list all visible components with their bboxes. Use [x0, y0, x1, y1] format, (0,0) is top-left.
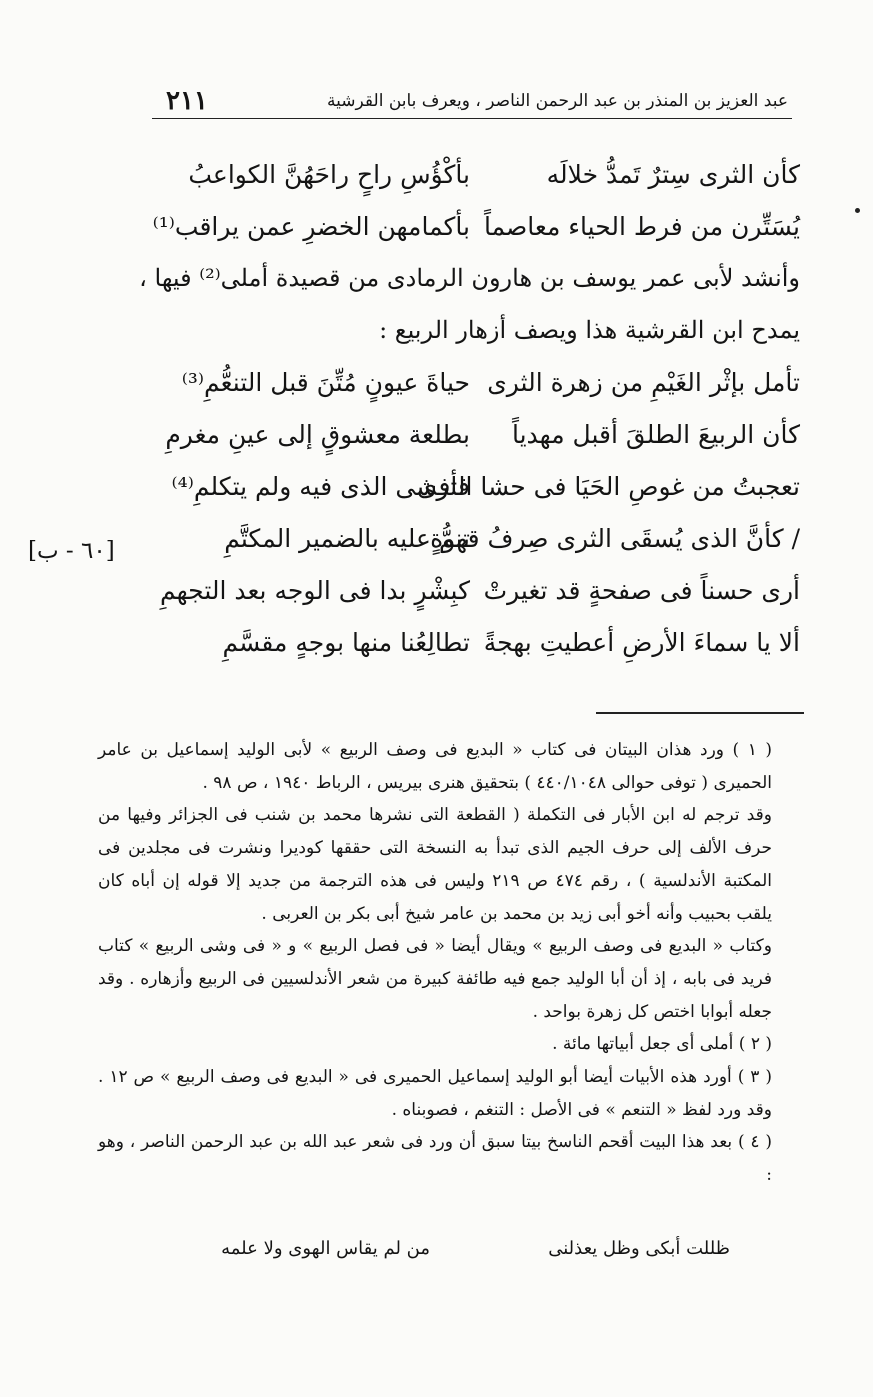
- footnote-1-cont: وكتاب « البديع فى وصف الربيع » ويقال أيضا « فى فصل الربيع » و « فى وشى الربيع » كتاب فريد فى بابه ، إذ أن أبا الوليد جمع فيه طائفة كبيرة من شعر الأندلسيين فى الربيع وأزهاره . وقد جعله أبوابا اختص كل زهرة بواحد .: [98, 936, 772, 1022]
- poem-second: [140, 356, 800, 668]
- footnote-verse: [170, 1238, 730, 1259]
- verse-line: [140, 564, 800, 616]
- page-number: ٢١١: [166, 86, 208, 116]
- poem-first: [140, 148, 800, 356]
- manuscript-folio-ref: [٦٠ - ب]: [28, 538, 115, 564]
- verse-line: [140, 200, 800, 252]
- running-title: عبد العزيز بن المنذر بن عبد الرحمن الناصر ، ويعرف بابن القرشية: [327, 91, 788, 111]
- hemistich-first: تأمل بإثْر الغَيْمِ من زهرة الثرى: [487, 367, 800, 397]
- margin-dot: [855, 208, 860, 213]
- hemistich-first: ظللت أبكى وظل يعذلنى: [548, 1238, 730, 1259]
- hemistich-second: من لم يقاس الهوى ولا علمه: [221, 1238, 430, 1259]
- footnote-4: ( ٤ ) بعد هذا البيت أقحم الناسخ بيتا سبق أن ورد فى شعر عبد الله بن عبد الرحمن الناصر ، وهو :: [98, 1132, 772, 1186]
- hemistich-second: بأكمامهن الخضرِ عمن يراقب⁽¹⁾: [152, 211, 470, 241]
- verse-line: [140, 356, 800, 408]
- hemistich-first: تعجبتُ من غوصِ الحَيَا فى حشا الثرى: [416, 471, 800, 501]
- hemistich-second: فأفشى الذى فيه ولم يتكلمِ⁽⁴⁾: [171, 471, 470, 501]
- hemistich-second: تنمُّ عليه بالضمير المكتَّمِ: [224, 523, 470, 553]
- footnote-1: ( ١ ) ورد هذان البيتان فى كتاب « البديع فى وصف الربيع » لأبى الوليد إسماعيل بن عامر الحميرى ( توفى حوالى ٤٤٠/١٠٤٨ ) بتحقيق هنرى بيريس ، الرباط ١٩٤٠ ، ص ٩٨ .: [98, 740, 772, 793]
- verse-line: [140, 616, 800, 668]
- verse-line: [140, 460, 800, 512]
- intro-line: وأنشد لأبى عمر يوسف بن هارون الرمادى من قصيدة أملى⁽²⁾ فيها ،: [139, 264, 800, 292]
- hemistich-first: ألا يا سماءَ الأرضِ أعطيتِ بهجةً: [483, 627, 800, 657]
- footnote-1-cont: وقد ترجم له ابن الأبار فى التكملة ( القطعة التى نشرها محمد بن شنب فى الجزائر وفيها من حرف الألف إلى حرف الجيم الذى تبدأ به النسخة التى حققها كوديرا ونشرت فى مجلدين فى المكتبة الأندلسية ) ، رقم ٤٧٤ ص ٢١٩ وليس فى هذه الترجمة من جديد إلا قوله إن أباه كان يلقب بحبيب وأنه أخو أبى زيد بن محمد بن عامر شيخ أبى بكر بن العربى .: [98, 805, 772, 924]
- intro-line: يمدح ابن القرشية هذا ويصف أزهار الربيع :: [379, 316, 800, 344]
- verse-line: [140, 512, 800, 564]
- hemistich-first: كأن الثرى سِترٌ تَمدُّ خلالَه: [546, 159, 800, 189]
- footnotes: [98, 734, 800, 1192]
- verse-line: [140, 408, 800, 460]
- hemistich-second: تطالِعُنا منها بوجهٍ مقسَّمِ: [222, 627, 470, 657]
- running-header: [152, 84, 792, 119]
- hemistich-first: يُسَتِّرن من فرط الحياء معاصماً: [483, 211, 800, 241]
- hemistich-first: / كأنَّ الذى يُسقَى الثرى صِرفُ قهوةٍ: [430, 523, 800, 553]
- hemistich-second: كبِشْرٍ بدا فى الوجه بعد التجهمِ: [160, 575, 470, 605]
- hemistich-second: بأكْؤُسِ راحٍ راحَهُنَّ الكواعبُ: [188, 159, 470, 189]
- hemistich-second: بطلعة معشوقٍ إلى عينِ مغرمِ: [165, 419, 470, 449]
- footnote-divider: [596, 712, 804, 714]
- footnote-3: ( ٣ ) أورد هذه الأبيات أيضا أبو الوليد إسماعيل الحميرى فى « البديع فى وصف الربيع » ص ١٢ . وقد ورد لفظ « التنعم » فى الأصل : التنغم ، فصوبناه .: [98, 1067, 772, 1120]
- verse-line: [140, 148, 800, 200]
- hemistich-first: كأن الربيعَ الطلقَ أقبل مهدياً: [511, 419, 800, 449]
- footnote-2: ( ٢ ) أملى أى جعل أبياتها مائة .: [552, 1034, 772, 1055]
- hemistich-second: حياةَ عيونٍ مُتِّنَ قبل التنعُّمِ⁽³⁾: [181, 367, 470, 397]
- hemistich-first: أرى حسناً فى صفحةٍ قد تغيرتْ: [483, 575, 800, 605]
